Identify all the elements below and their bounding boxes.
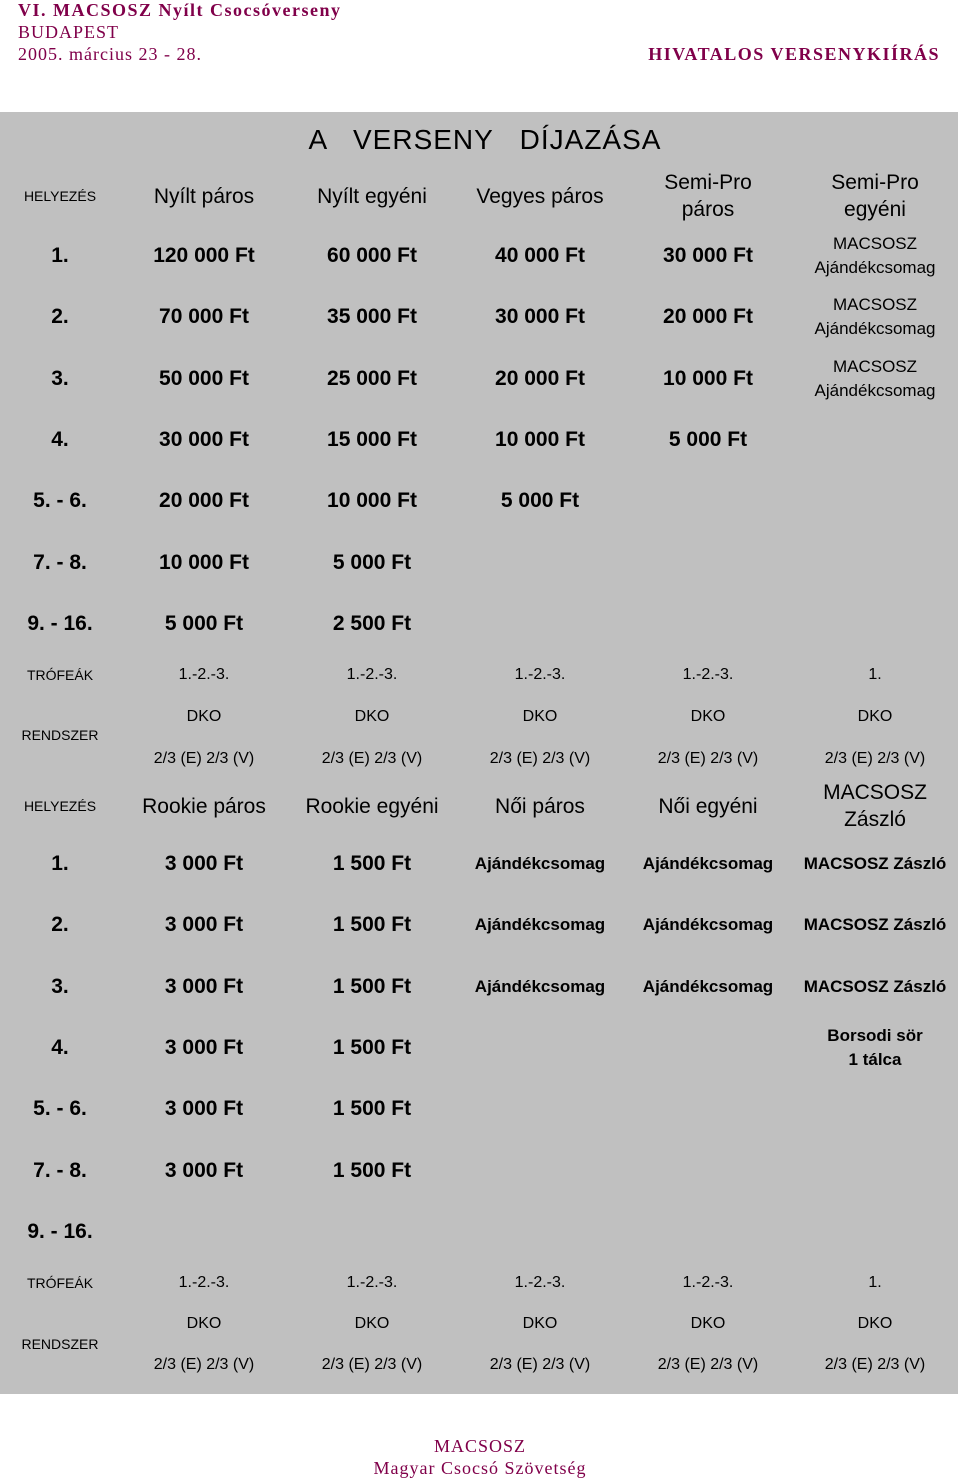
column-header: Rookie páros [142,794,266,818]
footer-org-short: MACSOSZ [433,1436,527,1456]
prize-cell: 3 000 Ft [164,1035,244,1059]
table-row [0,1204,958,1260]
prize-cell: 10 000 Ft [159,550,249,574]
section2-header-row [0,778,958,834]
prize-cell: Borsodi sör 1 tálca [827,1025,923,1069]
section1-trophies-row [0,660,958,690]
trophy-cell: 1.-2.-3. [682,666,734,683]
table-row [0,1020,958,1076]
prize-table-title: A VERSENY DÍJAZÁSA [308,124,662,155]
column-header: Nyílt egyéni [317,184,427,208]
prize-cell: 35 000 Ft [327,305,417,329]
system-label: RENDSZER [21,727,99,743]
position-cell: 4. [51,1035,69,1059]
document-city: BUDAPEST [18,22,120,42]
section1-position-label: HELYEZÉS [23,188,97,204]
position-cell: 5. - 6. [33,489,87,513]
system-type-cell: DKO [522,1315,558,1332]
table-row [0,228,958,284]
system-sets-cell: 2/3 (E) 2/3 (V) [153,1356,255,1373]
system-label: RENDSZER [21,1336,99,1352]
section2-system-sets-row [0,1350,958,1380]
system-sets-cell: 2/3 (E) 2/3 (V) [321,1356,423,1373]
trophy-cell: 1.-2.-3. [346,1274,398,1291]
prize-cell: 120 000 Ft [153,244,255,267]
gift-cell: MACSOSZ Ajándékcsomag [814,234,936,277]
prize-cell: 30 000 Ft [159,427,249,451]
prize-cell: 5 000 Ft [668,427,748,451]
table-row [0,836,958,892]
prize-cell: 5 000 Ft [500,489,580,513]
trophy-cell: 1. [868,1274,882,1291]
trophy-cell: 1.-2.-3. [178,666,230,683]
position-cell: 4. [51,427,69,451]
prize-cell: 20 000 Ft [663,305,753,329]
trophy-cell: 1.-2.-3. [514,1274,566,1291]
system-sets-cell: 2/3 (E) 2/3 (V) [824,1356,926,1373]
prize-cell: 3 000 Ft [164,974,244,998]
prize-cell: 3 000 Ft [164,913,244,937]
prize-cell: Ajándékcsomag [474,976,606,996]
table-row [0,473,958,529]
section2-position-label: HELYEZÉS [23,798,97,814]
prize-cell: 1 500 Ft [332,852,412,875]
prize-cell: 50 000 Ft [159,366,249,390]
prize-cell: 1 500 Ft [332,913,412,937]
prize-cell: Ajándékcsomag [474,854,606,873]
prize-cell: 3 000 Ft [164,1158,244,1182]
position-cell: 5. - 6. [33,1097,87,1121]
prize-cell: Ajándékcsomag [642,854,774,873]
system-type-cell: DKO [354,708,390,725]
trophies-label: TRÓFEÁK [26,667,94,683]
system-sets-cell: 2/3 (E) 2/3 (V) [489,750,591,767]
column-header: Semi-Pro egyéni [831,171,919,221]
column-header: Női egyéni [658,794,758,818]
column-header: Női páros [495,794,585,818]
table-row [0,1081,958,1137]
system-sets-cell: 2/3 (E) 2/3 (V) [321,750,423,767]
prize-cell: MACSOSZ Zászló [803,854,947,873]
system-type-cell: DKO [690,708,726,725]
prize-cell: 70 000 Ft [159,305,249,329]
system-sets-cell: 2/3 (E) 2/3 (V) [153,750,255,767]
section2-system-type-row [0,1309,958,1352]
prize-cell: Ajándékcsomag [474,915,606,935]
trophy-cell: 1.-2.-3. [514,666,566,683]
prize-cell: 25 000 Ft [327,366,417,390]
position-cell: 7. - 8. [33,1158,87,1182]
system-type-cell: DKO [857,708,893,725]
system-sets-cell: 2/3 (E) 2/3 (V) [657,1356,759,1373]
table-row [0,535,958,591]
trophy-cell: 1.-2.-3. [346,666,398,683]
document-official-label: HIVATALOS VERSENYKIÍRÁS [648,44,940,64]
position-cell: 2. [51,913,69,937]
system-type-cell: DKO [354,1315,390,1332]
prize-cell: 1 500 Ft [332,974,412,998]
prize-cell: 3 000 Ft [164,852,244,875]
prize-cell: 15 000 Ft [327,427,417,451]
table-row [0,596,958,652]
section2-trophies-row [0,1268,958,1298]
prize-cell: 1 500 Ft [332,1158,412,1182]
table-row [0,351,958,407]
prize-cell: 10 000 Ft [663,366,753,390]
system-sets-cell: 2/3 (E) 2/3 (V) [824,750,926,767]
system-type-cell: DKO [690,1315,726,1332]
prize-cell: MACSOSZ Zászló [803,976,947,996]
table-row [0,1143,958,1199]
position-cell: 3. [51,974,69,998]
prize-cell: 3 000 Ft [164,1097,244,1121]
prize-cell: 30 000 Ft [495,305,585,329]
trophies-label: TRÓFEÁK [26,1275,94,1291]
position-cell: 3. [51,366,69,390]
prize-cell: 30 000 Ft [663,244,753,267]
section1-system-type-row [0,702,958,743]
trophy-cell: 1.-2.-3. [682,1274,734,1291]
position-cell: 7. - 8. [33,550,87,574]
document-date: 2005. március 23 - 28. [18,44,202,64]
system-type-cell: DKO [186,1315,222,1332]
prize-cell: Ajándékcsomag [642,915,774,935]
system-sets-cell: 2/3 (E) 2/3 (V) [489,1356,591,1373]
column-header: Nyílt páros [153,184,255,208]
system-type-cell: DKO [522,708,558,725]
prize-cell: 5 000 Ft [332,550,412,574]
table-row [0,897,958,953]
system-type-cell: DKO [186,708,222,725]
document-title: VI. MACSOSZ Nyílt Csocsóverseny [18,0,342,20]
prize-cell: 40 000 Ft [495,244,585,267]
table-row [0,959,958,1015]
prize-cell: Ajándékcsomag [642,976,774,996]
column-header: Rookie egyéni [305,794,439,818]
gift-cell: MACSOSZ Ajándékcsomag [814,356,936,400]
prize-cell: 5 000 Ft [164,611,244,635]
prize-cell: 10 000 Ft [495,427,585,451]
position-cell: 1. [51,852,69,875]
position-cell: 2. [51,305,69,329]
prize-cell: MACSOSZ Zászló [803,915,947,935]
prize-cell: 1 500 Ft [332,1035,412,1059]
prize-cell: 60 000 Ft [327,244,417,267]
prize-cell: 2 500 Ft [332,611,412,635]
trophy-cell: 1. [868,666,882,683]
footer-org-full: Magyar Csocsó Szövetség [373,1458,587,1478]
table-row [0,412,958,468]
position-cell: 9. - 16. [27,1219,93,1243]
section1-header-row [0,168,958,224]
prize-cell: 10 000 Ft [327,489,417,513]
column-header: MACSOSZ Zászló [823,781,927,831]
section1-system-sets-row [0,744,958,774]
system-type-cell: DKO [857,1315,893,1332]
prize-cell: 20 000 Ft [159,489,249,513]
prize-cell: 1 500 Ft [332,1097,412,1121]
column-header: Semi-Pro páros [664,171,752,221]
prize-cell: 20 000 Ft [495,366,585,390]
position-cell: 1. [51,244,69,267]
gift-cell: MACSOSZ Ajándékcsomag [814,295,936,339]
table-row [0,289,958,345]
column-header: Vegyes páros [476,184,604,208]
system-sets-cell: 2/3 (E) 2/3 (V) [657,750,759,767]
position-cell: 9. - 16. [27,611,93,635]
trophy-cell: 1.-2.-3. [178,1274,230,1291]
